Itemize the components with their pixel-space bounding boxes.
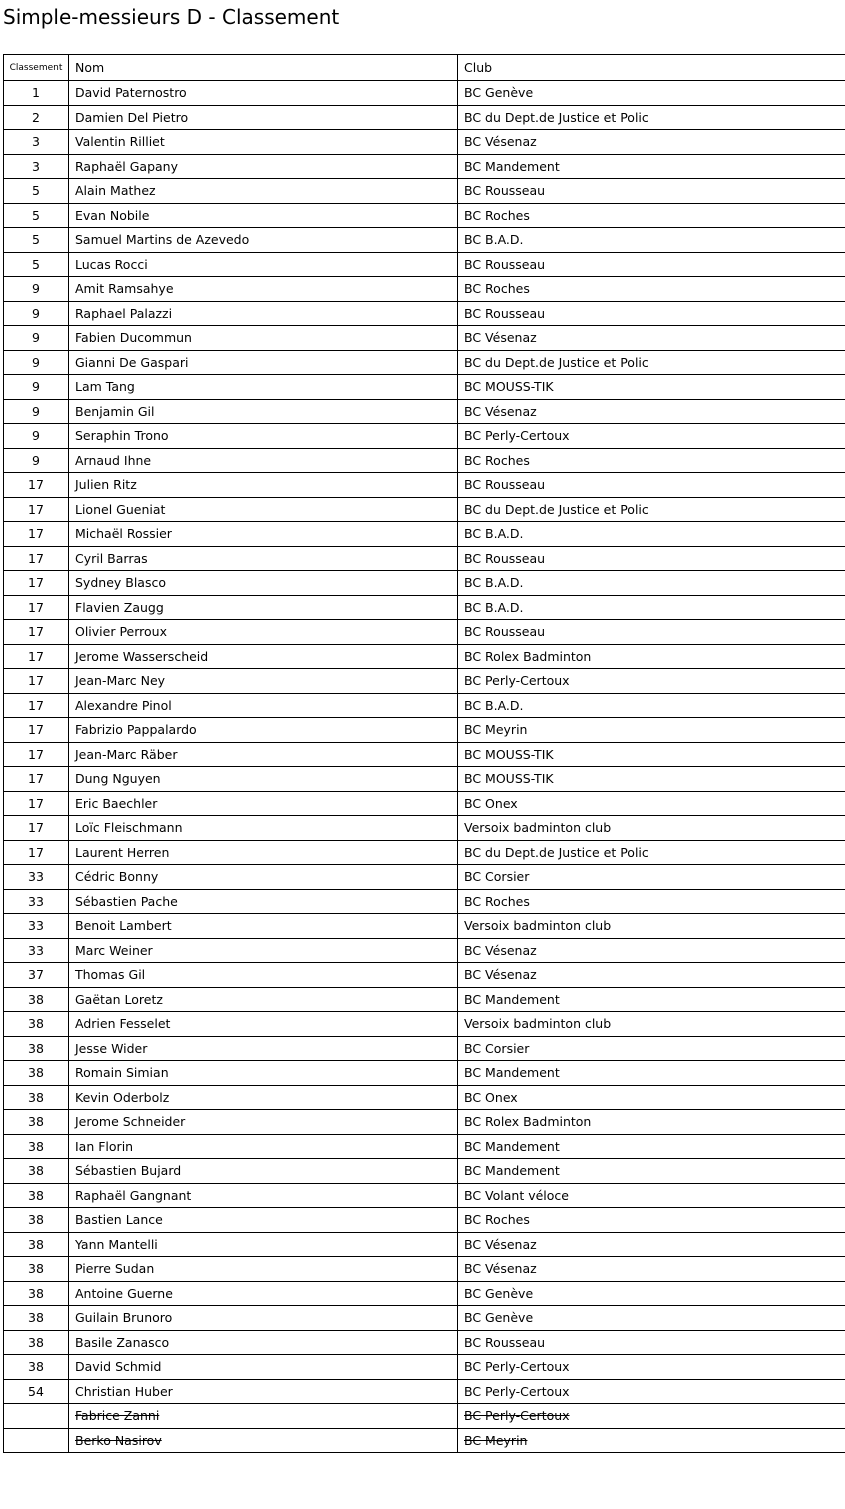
name-cell: Benjamin Gil bbox=[69, 399, 458, 424]
table-row-withdrawn bbox=[4, 1428, 845, 1453]
name-cell: David Paternostro bbox=[69, 81, 458, 106]
rank-cell: 38 bbox=[4, 1159, 69, 1184]
rank-cell: 3 bbox=[4, 154, 69, 179]
club-cell: BC Roches bbox=[458, 277, 845, 302]
table-row bbox=[4, 326, 845, 351]
name-cell: Alexandre Pinol bbox=[69, 693, 458, 718]
club-cell: BC Onex bbox=[458, 791, 845, 816]
table-row bbox=[4, 522, 845, 547]
rank-cell: 5 bbox=[4, 252, 69, 277]
table-row bbox=[4, 1061, 845, 1086]
table-row bbox=[4, 301, 845, 326]
table-row bbox=[4, 914, 845, 939]
club-cell: BC Rousseau bbox=[458, 473, 845, 498]
rank-cell: 17 bbox=[4, 791, 69, 816]
club-cell: BC du Dept.de Justice et Polic bbox=[458, 840, 845, 865]
name-cell: Raphaël Gapany bbox=[69, 154, 458, 179]
name-cell: Eric Baechler bbox=[69, 791, 458, 816]
table-row bbox=[4, 865, 845, 890]
rank-cell: 38 bbox=[4, 1330, 69, 1355]
club-cell: BC Perly-Certoux bbox=[458, 424, 845, 449]
club-cell: BC Rousseau bbox=[458, 301, 845, 326]
club-cell: BC Genève bbox=[458, 81, 845, 106]
name-cell: Gaëtan Loretz bbox=[69, 987, 458, 1012]
rank-cell: 38 bbox=[4, 1134, 69, 1159]
club-cell: BC Corsier bbox=[458, 865, 845, 890]
table-row bbox=[4, 1208, 845, 1233]
rank-cell: 17 bbox=[4, 693, 69, 718]
table-row bbox=[4, 987, 845, 1012]
table-row bbox=[4, 277, 845, 302]
table-row bbox=[4, 620, 845, 645]
column-header-name: Nom bbox=[69, 55, 458, 81]
club-cell: BC Vésenaz bbox=[458, 326, 845, 351]
name-cell: Christian Huber bbox=[69, 1379, 458, 1404]
name-cell: David Schmid bbox=[69, 1355, 458, 1380]
rank-cell: 33 bbox=[4, 865, 69, 890]
club-cell: BC Perly-Certoux bbox=[458, 1355, 845, 1380]
club-cell: BC Mandement bbox=[458, 1134, 845, 1159]
rank-cell: 9 bbox=[4, 350, 69, 375]
name-cell: Lionel Gueniat bbox=[69, 497, 458, 522]
rank-cell: 3 bbox=[4, 130, 69, 155]
club-cell: BC Vésenaz bbox=[458, 399, 845, 424]
name-cell: Basile Zanasco bbox=[69, 1330, 458, 1355]
name-cell: Antoine Guerne bbox=[69, 1281, 458, 1306]
table-row bbox=[4, 1036, 845, 1061]
name-cell: Fabien Ducommun bbox=[69, 326, 458, 351]
name-cell: Sébastien Bujard bbox=[69, 1159, 458, 1184]
club-cell: BC Mandement bbox=[458, 1159, 845, 1184]
club-cell: BC Mandement bbox=[458, 987, 845, 1012]
table-row bbox=[4, 375, 845, 400]
table-row bbox=[4, 840, 845, 865]
name-cell: Cédric Bonny bbox=[69, 865, 458, 890]
name-cell: Julien Ritz bbox=[69, 473, 458, 498]
club-cell: BC MOUSS-TIK bbox=[458, 375, 845, 400]
table-row bbox=[4, 816, 845, 841]
table-row bbox=[4, 571, 845, 596]
club-cell: BC Vésenaz bbox=[458, 938, 845, 963]
table-row bbox=[4, 1330, 845, 1355]
name-cell: Laurent Herren bbox=[69, 840, 458, 865]
table-header-row bbox=[4, 55, 845, 81]
name-cell: Fabrizio Pappalardo bbox=[69, 718, 458, 743]
club-cell: BC Mandement bbox=[458, 154, 845, 179]
club-cell: BC Genève bbox=[458, 1281, 845, 1306]
rank-cell: 9 bbox=[4, 448, 69, 473]
club-cell: BC Vésenaz bbox=[458, 1232, 845, 1257]
name-cell: Berko Nasirov bbox=[69, 1428, 458, 1453]
club-cell: BC B.A.D. bbox=[458, 522, 845, 547]
name-cell: Jerome Wasserscheid bbox=[69, 644, 458, 669]
rank-cell: 54 bbox=[4, 1379, 69, 1404]
club-cell: BC Rousseau bbox=[458, 252, 845, 277]
table-row bbox=[4, 424, 845, 449]
club-cell: BC Vésenaz bbox=[458, 963, 845, 988]
club-cell: BC du Dept.de Justice et Polic bbox=[458, 497, 845, 522]
rank-cell: 9 bbox=[4, 301, 69, 326]
name-cell: Adrien Fesselet bbox=[69, 1012, 458, 1037]
rank-cell: 17 bbox=[4, 742, 69, 767]
rank-cell: 38 bbox=[4, 1061, 69, 1086]
table-row bbox=[4, 1085, 845, 1110]
table-row bbox=[4, 179, 845, 204]
club-cell: BC Perly-Certoux bbox=[458, 1379, 845, 1404]
club-cell: BC Meyrin bbox=[458, 718, 845, 743]
name-cell: Damien Del Pietro bbox=[69, 105, 458, 130]
table-row bbox=[4, 130, 845, 155]
rank-cell: 2 bbox=[4, 105, 69, 130]
rank-cell: 1 bbox=[4, 81, 69, 106]
table-body bbox=[4, 81, 845, 1453]
club-cell: BC Perly-Certoux bbox=[458, 669, 845, 694]
rank-cell: 9 bbox=[4, 375, 69, 400]
table-row bbox=[4, 963, 845, 988]
rank-cell: 38 bbox=[4, 1306, 69, 1331]
name-cell: Marc Weiner bbox=[69, 938, 458, 963]
name-cell: Evan Nobile bbox=[69, 203, 458, 228]
rank-cell: 38 bbox=[4, 1355, 69, 1380]
rank-cell: 33 bbox=[4, 938, 69, 963]
rank-cell: 38 bbox=[4, 1208, 69, 1233]
table-row bbox=[4, 1183, 845, 1208]
club-cell: BC Vésenaz bbox=[458, 1257, 845, 1282]
club-cell: BC Genève bbox=[458, 1306, 845, 1331]
club-cell: BC Rousseau bbox=[458, 546, 845, 571]
table-row-withdrawn bbox=[4, 1404, 845, 1429]
table-row bbox=[4, 791, 845, 816]
table-row bbox=[4, 203, 845, 228]
rank-cell: 38 bbox=[4, 1281, 69, 1306]
rank-cell bbox=[4, 1428, 69, 1453]
club-cell: BC Vésenaz bbox=[458, 130, 845, 155]
name-cell: Sébastien Pache bbox=[69, 889, 458, 914]
club-cell: BC MOUSS-TIK bbox=[458, 767, 845, 792]
table-row bbox=[4, 767, 845, 792]
club-cell: BC B.A.D. bbox=[458, 595, 845, 620]
club-cell: BC B.A.D. bbox=[458, 693, 845, 718]
table-row bbox=[4, 105, 845, 130]
table-row bbox=[4, 1232, 845, 1257]
name-cell: Fabrice Zanni bbox=[69, 1404, 458, 1429]
name-cell: Arnaud Ihne bbox=[69, 448, 458, 473]
name-cell: Jesse Wider bbox=[69, 1036, 458, 1061]
club-cell: BC B.A.D. bbox=[458, 228, 845, 253]
rank-cell: 38 bbox=[4, 1036, 69, 1061]
rank-cell: 17 bbox=[4, 767, 69, 792]
table-row bbox=[4, 1134, 845, 1159]
table-row bbox=[4, 497, 845, 522]
table-row bbox=[4, 595, 845, 620]
name-cell: Flavien Zaugg bbox=[69, 595, 458, 620]
club-cell: BC B.A.D. bbox=[458, 571, 845, 596]
table-row bbox=[4, 448, 845, 473]
club-cell: BC Mandement bbox=[458, 1061, 845, 1086]
name-cell: Michaël Rossier bbox=[69, 522, 458, 547]
club-cell: BC Rousseau bbox=[458, 179, 845, 204]
table-row bbox=[4, 693, 845, 718]
club-cell: BC Corsier bbox=[458, 1036, 845, 1061]
name-cell: Dung Nguyen bbox=[69, 767, 458, 792]
rank-cell: 37 bbox=[4, 963, 69, 988]
name-cell: Pierre Sudan bbox=[69, 1257, 458, 1282]
club-cell: BC Meyrin bbox=[458, 1428, 845, 1453]
name-cell: Sydney Blasco bbox=[69, 571, 458, 596]
name-cell: Seraphin Trono bbox=[69, 424, 458, 449]
rank-cell: 5 bbox=[4, 179, 69, 204]
name-cell: Lucas Rocci bbox=[69, 252, 458, 277]
club-cell: BC Rolex Badminton bbox=[458, 644, 845, 669]
club-cell: BC Rolex Badminton bbox=[458, 1110, 845, 1135]
name-cell: Romain Simian bbox=[69, 1061, 458, 1086]
name-cell: Amit Ramsahye bbox=[69, 277, 458, 302]
rank-cell: 38 bbox=[4, 1085, 69, 1110]
table-row bbox=[4, 1355, 845, 1380]
table-row bbox=[4, 252, 845, 277]
rank-cell: 17 bbox=[4, 620, 69, 645]
rank-cell: 17 bbox=[4, 546, 69, 571]
name-cell: Valentin Rilliet bbox=[69, 130, 458, 155]
table-row bbox=[4, 1110, 845, 1135]
rank-cell: 38 bbox=[4, 1110, 69, 1135]
rank-cell: 17 bbox=[4, 840, 69, 865]
rank-cell: 5 bbox=[4, 203, 69, 228]
club-cell: BC MOUSS-TIK bbox=[458, 742, 845, 767]
table-row bbox=[4, 1281, 845, 1306]
table-row bbox=[4, 644, 845, 669]
page-title: Simple-messieurs D - Classement bbox=[3, 5, 340, 29]
club-cell: BC du Dept.de Justice et Polic bbox=[458, 105, 845, 130]
column-header-rank: Classement bbox=[4, 55, 69, 81]
rank-cell: 5 bbox=[4, 228, 69, 253]
rank-cell: 17 bbox=[4, 816, 69, 841]
table-row bbox=[4, 399, 845, 424]
table-row bbox=[4, 1379, 845, 1404]
club-cell: BC Rousseau bbox=[458, 620, 845, 645]
rank-cell bbox=[4, 1404, 69, 1429]
club-cell: BC du Dept.de Justice et Polic bbox=[458, 350, 845, 375]
table-row bbox=[4, 1257, 845, 1282]
rank-cell: 38 bbox=[4, 1232, 69, 1257]
table-row bbox=[4, 1306, 845, 1331]
rank-cell: 9 bbox=[4, 424, 69, 449]
name-cell: Raphaël Gangnant bbox=[69, 1183, 458, 1208]
rank-cell: 9 bbox=[4, 399, 69, 424]
table-row bbox=[4, 938, 845, 963]
table-row bbox=[4, 228, 845, 253]
club-cell: BC Roches bbox=[458, 1208, 845, 1233]
name-cell: Jean-Marc Ney bbox=[69, 669, 458, 694]
name-cell: Olivier Perroux bbox=[69, 620, 458, 645]
rank-cell: 9 bbox=[4, 277, 69, 302]
table-row bbox=[4, 889, 845, 914]
rank-cell: 38 bbox=[4, 987, 69, 1012]
table-row bbox=[4, 742, 845, 767]
name-cell: Thomas Gil bbox=[69, 963, 458, 988]
name-cell: Lam Tang bbox=[69, 375, 458, 400]
rank-cell: 33 bbox=[4, 889, 69, 914]
rank-cell: 17 bbox=[4, 473, 69, 498]
rank-cell: 17 bbox=[4, 595, 69, 620]
name-cell: Yann Mantelli bbox=[69, 1232, 458, 1257]
name-cell: Jean-Marc Räber bbox=[69, 742, 458, 767]
name-cell: Cyril Barras bbox=[69, 546, 458, 571]
rank-cell: 17 bbox=[4, 497, 69, 522]
name-cell: Samuel Martins de Azevedo bbox=[69, 228, 458, 253]
club-cell: BC Volant véloce bbox=[458, 1183, 845, 1208]
club-cell: BC Roches bbox=[458, 448, 845, 473]
table-row bbox=[4, 1159, 845, 1184]
table-row bbox=[4, 473, 845, 498]
ranking-table bbox=[3, 54, 845, 1453]
name-cell: Loïc Fleischmann bbox=[69, 816, 458, 841]
rank-cell: 38 bbox=[4, 1012, 69, 1037]
rank-cell: 17 bbox=[4, 644, 69, 669]
club-cell: BC Roches bbox=[458, 203, 845, 228]
club-cell: BC Roches bbox=[458, 889, 845, 914]
rank-cell: 17 bbox=[4, 571, 69, 596]
column-header-club: Club bbox=[458, 55, 845, 81]
table-row bbox=[4, 718, 845, 743]
club-cell: Versoix badminton club bbox=[458, 914, 845, 939]
name-cell: Ian Florin bbox=[69, 1134, 458, 1159]
name-cell: Gianni De Gaspari bbox=[69, 350, 458, 375]
club-cell: BC Perly-Certoux bbox=[458, 1404, 845, 1429]
club-cell: Versoix badminton club bbox=[458, 1012, 845, 1037]
club-cell: BC Rousseau bbox=[458, 1330, 845, 1355]
club-cell: BC Onex bbox=[458, 1085, 845, 1110]
name-cell: Bastien Lance bbox=[69, 1208, 458, 1233]
rank-cell: 38 bbox=[4, 1183, 69, 1208]
name-cell: Raphael Palazzi bbox=[69, 301, 458, 326]
rank-cell: 17 bbox=[4, 718, 69, 743]
table-row bbox=[4, 546, 845, 571]
rank-cell: 17 bbox=[4, 669, 69, 694]
table-row bbox=[4, 669, 845, 694]
rank-cell: 9 bbox=[4, 326, 69, 351]
rank-cell: 33 bbox=[4, 914, 69, 939]
name-cell: Guilain Brunoro bbox=[69, 1306, 458, 1331]
table-row bbox=[4, 1012, 845, 1037]
table-row bbox=[4, 81, 845, 106]
name-cell: Benoit Lambert bbox=[69, 914, 458, 939]
rank-cell: 38 bbox=[4, 1257, 69, 1282]
club-cell: Versoix badminton club bbox=[458, 816, 845, 841]
name-cell: Kevin Oderbolz bbox=[69, 1085, 458, 1110]
table-row bbox=[4, 350, 845, 375]
name-cell: Alain Mathez bbox=[69, 179, 458, 204]
name-cell: Jerome Schneider bbox=[69, 1110, 458, 1135]
rank-cell: 17 bbox=[4, 522, 69, 547]
table-row bbox=[4, 154, 845, 179]
